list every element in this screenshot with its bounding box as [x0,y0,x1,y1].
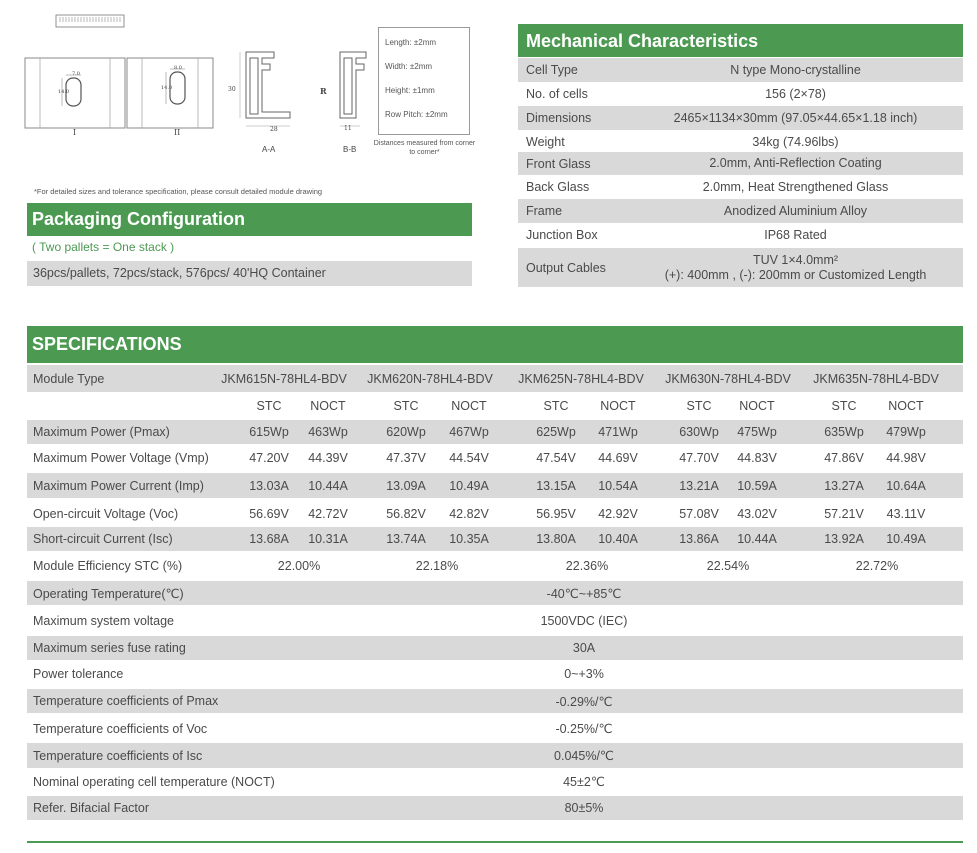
noct-value: 43.11V [886,506,926,521]
drawing-footnote: *For detailed sizes and tolerance specification, please consult detailed module drawing [34,187,323,196]
spec-row-efficiency [27,552,963,580]
efficiency-value: 22.54% [706,559,750,573]
mech-key: Weight [526,135,565,149]
spec-label: Maximum Power Current (Imp) [33,478,204,493]
noct-value: 479Wp [886,425,926,439]
stc-header: STC [686,398,712,413]
model-name: JKM615N-78HL4-BDV [221,371,347,386]
stc-header: STC [256,398,282,413]
noct-value: 42.72V [308,506,348,521]
stc-value: 13.74A [386,532,426,546]
bottom-divider [27,841,963,843]
common-value: 0.045%/℃ [554,749,614,763]
mech-value: 156 (2×78) [765,86,826,101]
noct-value: 10.59A [737,478,777,493]
noct-value: 43.02V [737,506,777,521]
mech-row-output-cables [518,248,963,287]
section-b-b [340,52,366,126]
dim-value: 14.0 [58,89,70,95]
stc-value: 13.27A [824,478,864,493]
dim-value: 7.0 [72,71,80,77]
mech-key: Cell Type [526,63,578,77]
noct-value: 10.54A [598,478,638,493]
mech-key: No. of cells [526,87,588,101]
section-a-a [240,52,290,126]
spec-row [27,607,963,634]
noct-value: 42.92V [598,506,638,521]
tolerance-row-pitch: Row Pitch: ±2mm [385,110,448,119]
stc-value: 47.37V [386,450,426,465]
noct-value: 10.49A [886,532,926,546]
mech-row-dimensions [518,106,963,130]
noct-value: 10.64A [886,478,926,493]
noct-value: 10.31A [308,532,348,546]
mech-row-no-of-cells [518,82,963,106]
stc-value: 57.21V [824,506,864,521]
mech-value: (+): 400mm , (-): 200mm or Customized Length [664,267,927,282]
spec-row [27,444,963,471]
noct-header: NOCT [888,398,924,413]
mech-key: Dimensions [526,111,592,125]
spec-label: Power tolerance [33,667,124,681]
spec-label: Temperature coefficients of Pmax [33,694,219,708]
mech-row-junction-box [518,223,963,247]
common-value: 45±2℃ [563,775,605,789]
mech-value: 2.0mm, Heat Strengthened Glass [702,179,889,194]
spec-label: Short-circuit Current (Isc) [33,532,173,546]
dim-value: R [320,86,327,96]
mech-key: Back Glass [526,180,590,194]
stc-value: 13.21A [679,478,719,493]
stc-value: 620Wp [386,425,426,439]
noct-value: 10.35A [449,532,489,546]
stc-header: STC [831,398,857,413]
view-label-a-a: A-A [262,145,276,154]
stc-value: 47.20V [249,450,289,465]
spec-label: Nominal operating cell temperature (NOCT) [33,774,275,789]
stc-value: 56.82V [386,506,426,521]
stc-header: STC [543,398,569,413]
noct-value: 44.98V [886,450,926,465]
stc-value: 47.54V [536,450,576,465]
mech-row-back-glass [518,175,963,199]
efficiency-value: 22.72% [855,559,899,573]
mech-key: Frame [526,204,563,218]
spec-label: Module Efficiency STC (%) [33,559,183,573]
efficiency-value: 22.36% [565,559,609,573]
noct-value: 44.39V [308,450,348,465]
stc-value: 56.69V [249,506,289,521]
spec-row [27,500,963,527]
stc-value: 13.68A [249,532,289,546]
noct-value: 44.54V [449,450,489,465]
spec-label: Maximum system voltage [33,613,175,628]
view-ii-detail [127,58,213,128]
noct-value: 467Wp [449,425,489,439]
view-label-b-b: B-B [343,145,357,154]
spec-row [27,715,963,742]
spec-label: Open-circuit Voltage (Voc) [33,506,179,521]
spec-label: Temperature coefficients of Voc [33,721,208,736]
view-label-ii: II [174,128,181,137]
mech-value: N type Mono-crystalline [730,62,861,77]
efficiency-value: 22.00% [277,559,321,573]
spec-label: Module Type [33,371,105,386]
noct-value: 10.40A [598,532,638,546]
packaging-subtitle: ( Two pallets = One stack ) [32,240,175,254]
noct-value: 463Wp [308,425,348,439]
efficiency-value: 22.18% [415,559,459,573]
common-value: 1500VDC (IEC) [540,613,628,628]
stc-value: 56.95V [536,506,576,521]
mech-value: 34kg (74.96lbs) [752,134,839,149]
mech-row-weight [518,130,963,154]
spec-row [27,768,963,795]
packaging-title: Packaging Configuration [27,203,472,236]
model-name: JKM635N-78HL4-BDV [813,371,939,386]
spec-label: Operating Temperature(℃) [33,586,184,601]
mech-key: Junction Box [526,228,598,242]
mech-value: 2.0mm, Anti-Reflection Coating [709,156,882,170]
spec-row-condition-header [27,392,963,419]
spec-row [27,689,963,713]
noct-value: 471Wp [598,425,638,439]
tolerance-width: Width: ±2mm [385,62,433,71]
view-label-i: I [73,128,77,137]
spec-row [27,796,963,820]
spec-row [27,527,963,551]
noct-value: 10.49A [449,478,489,493]
stc-value: 13.92A [824,532,864,546]
stc-value: 615Wp [249,425,289,439]
view-i-detail [25,58,125,128]
mech-value: 2465×1134×30mm (97.05×44.65×1.18 inch) [673,110,918,125]
dim-value: 11 [344,125,352,132]
spec-row [27,661,963,687]
spec-label: Maximum Power Voltage (Vmp) [33,450,209,465]
noct-header: NOCT [310,398,346,413]
stc-value: 635Wp [824,425,864,439]
dim-value: 30 [228,86,236,93]
noct-value: 42.82V [449,506,489,521]
spec-label: Temperature coefficients of Isc [33,748,203,763]
dim-value: 28 [270,126,278,133]
dim-value: 14.0 [161,85,173,91]
noct-value: 44.69V [598,450,638,465]
model-name: JKM625N-78HL4-BDV [518,371,644,386]
noct-value: 475Wp [737,425,777,439]
model-name: JKM620N-78HL4-BDV [367,371,493,386]
packaging-detail: 36pcs/pallets, 72pcs/stack, 576pcs/ 40'HQ Container [27,261,472,286]
mech-value: TUV 1×4.0mm² [752,252,839,267]
spec-row-module-type [27,365,963,392]
common-value: 0~+3% [564,667,604,681]
spec-row [27,743,963,768]
noct-value: 44.83V [737,450,777,465]
noct-header: NOCT [739,398,775,413]
dim-value: 8.0 [174,65,182,71]
noct-header: NOCT [600,398,636,413]
tolerance-height: Height: ±1mm [385,86,435,95]
common-value: -0.29%/℃ [555,694,613,709]
mech-row-cell-type [518,58,963,82]
noct-value: 10.44A [737,532,777,546]
tolerance-box [378,27,470,135]
stc-value: 47.70V [679,450,719,465]
stc-value: 47.86V [824,450,864,465]
spec-label: Maximum Power (Pmax) [33,425,170,439]
spec-label: Maximum series fuse rating [33,641,186,655]
spec-label: Refer. Bifacial Factor [33,801,150,815]
spec-row [27,581,963,605]
mech-row-frame [518,199,963,223]
stc-value: 630Wp [679,425,719,439]
common-value: 30A [572,641,596,655]
stc-value: 57.08V [679,506,719,521]
tolerance-length: Length: ±2mm [385,38,437,47]
mech-key: Front Glass [526,156,591,171]
stc-header: STC [393,398,419,413]
common-value: -40℃~+85℃ [546,586,622,601]
stc-value: 625Wp [536,425,576,439]
model-name: JKM630N-78HL4-BDV [665,371,791,386]
spec-row [27,420,963,444]
mech-value-group [628,248,963,287]
stc-value: 13.80A [536,532,576,546]
stc-value: 13.15A [536,478,576,493]
mechanical-title: Mechanical Characteristics [518,24,963,57]
distance-note: Distances measured from corner to corner* [373,140,476,156]
mech-row-front-glass [518,152,963,175]
stc-value: 13.86A [679,532,719,546]
common-value: 80±5% [564,801,604,815]
specifications-title: SPECIFICATIONS [27,326,963,363]
noct-header: NOCT [451,398,487,413]
spec-row [27,636,963,660]
spec-row [27,473,963,498]
mech-value: Anodized Aluminium Alloy [723,203,868,218]
mech-value: IP68 Rated [764,227,827,242]
common-value: -0.25%/℃ [555,722,613,736]
stc-value: 13.09A [386,478,426,493]
stc-value: 13.03A [249,478,289,493]
noct-value: 10.44A [308,478,348,493]
mech-key: Output Cables [526,260,606,275]
